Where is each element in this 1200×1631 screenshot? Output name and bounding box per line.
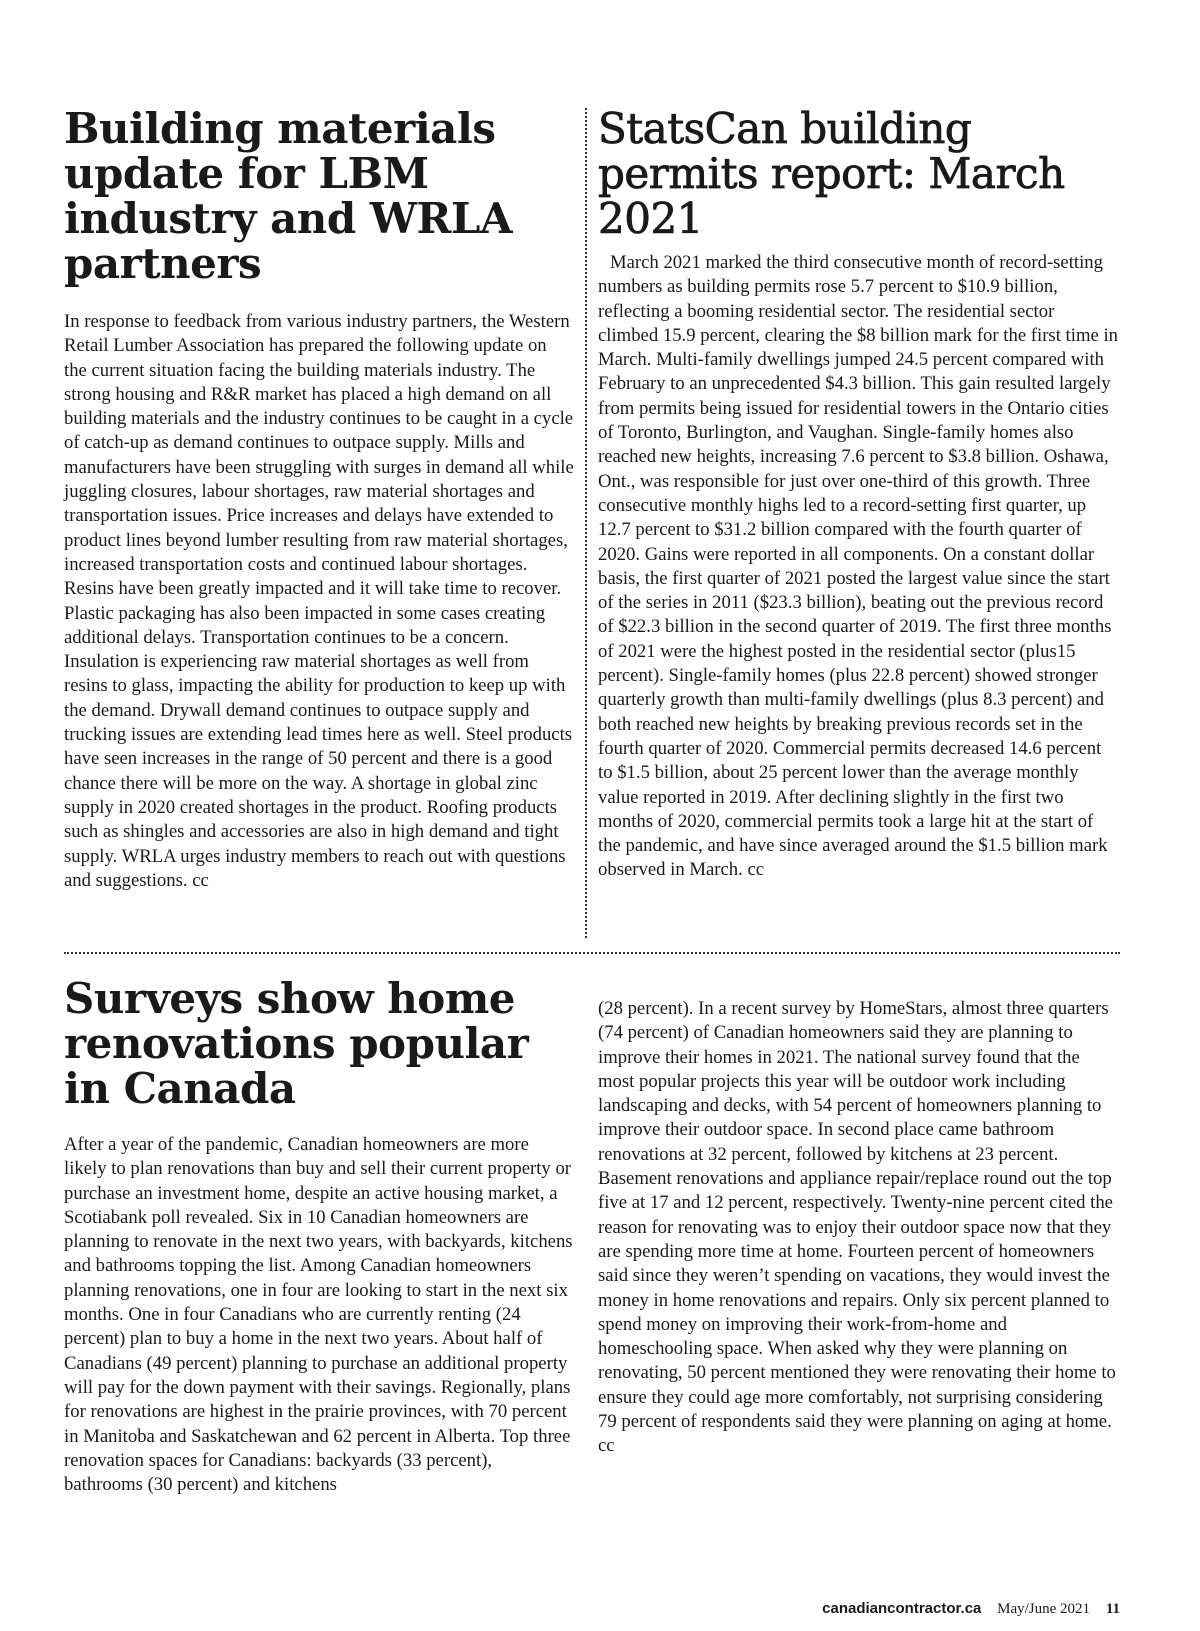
article-body-part2: (28 percent). In a recent survey by HomeStars, almost three quarters (74 percent) of Canadian homeowners said they are planning to improve their homes in 2021. The national survey found that the most popular projects this year will be outdoor work including landscaping and decks, with 54 percent of homeowners planning to improve their outdoor space. In second place came bathroom renovations at 32 percent, followed by kitchens at 23 percent. Basement renovations and appliance repair/replace round out the top five at 17 and 12 percent, respectively. Twenty-nine percent cited the reason for renovating was to enjoy their outdoor space now that they are spending more time at home. Fourteen percent of homeowners said since they weren’t spending on vacations, they would invest the money in home renovations and repairs. Only six percent planned to spend money on improving their work-from-home and homeschooling space. When asked why they were planning on renovating, 50 percent mentioned they were renovating their home to ensure they could age more comfortably, not surprising considering 79 percent of respondents said they were planning on aging at home. cc [598,998,1116,1457]
article-building-materials [64,106,574,893]
article-body-part1: After a year of the pandemic, Canadian homeowners are more likely to plan renovations than buy and sell their current property or purchase an investment home, despite an active housing market, a Scotiabank poll revealed. Six in 10 Canadian homeowners are planning to renovate in the next two years, with backyards, kitchens and bathrooms topping the list. Among Canadian homeowners planning renovations, one in four are looking to start in the next six months. One in four Canadians who are currently renting (24 percent) plan to buy a home in the next two years. About half of Canadians (49 percent) planning to purchase an additional property will pay for the down payment with their savings. Regionally, plans for renovations are highest in the prairie provinces, with 70 percent in Manitoba and Saskatchewan and 62 percent in Alberta. Top three renovation spaces for Canadians: backyards (33 percent), bathrooms (30 percent) and kitchens [64,1134,573,1496]
article-title: Building materials update for LBM industry and WRLA partners [64,104,513,288]
article-statscan-permits [598,106,1118,883]
page-footer [822,1600,1120,1618]
article-title: Surveys show home renovations popular in Canada [64,974,529,1113]
section-divider [64,952,1120,954]
page-number: 11 [1105,1601,1120,1617]
footer-site: canadiancontractor.ca [822,1600,982,1617]
article-body: In response to feedback from various industry partners, the Western Retail Lumber Association has prepared the following update on the current situation facing the building materials industry. The strong housing and R&R market has placed a high demand on all building materials and the industry continues to be caught in a cycle of catch-up as demand continues to outpace supply. Mills and manufacturers have been struggling with surges in demand all while juggling closures, labour shortages, raw material shortages and transportation issues. Price increases and delays have extended to product lines beyond lumber resulting from raw material shortages, increased transportation costs and continued labour shortages. Resins have been greatly impacted and it will take time to recover. Plastic packaging has also been impacted in some cases creating additional delays. Transportation continues to be a concern. Insulation is experiencing raw material shortages as well from resins to glass, impacting the ability for production to keep up with the demand. Drywall demand continues to outpace supply and trucking issues are extending lead times here as well. Steel products have seen increases in the range of 50 percent and there is a good chance there will be more on the way. A shortage in global zinc supply in 2020 created shortages in the product. Roofing products such as shingles and accessories are also in high demand and tight supply. WRLA urges industry members to reach out with questions and suggestions. cc [64,311,574,891]
article-title: StatsCan building permits report: March 2021 [598,104,1065,243]
article-renovations [64,976,574,1497]
footer-issue: May/June 2021 [997,1601,1091,1617]
column-divider [585,108,587,938]
article-body: March 2021 marked the third consecutive month of record-setting numbers as building permits rose 5.7 percent to $10.9 billion, reflecting a booming residential sector. The residential sector climbed 15.9 percent, clearing the $8 billion mark for the first time in March. Multi-family dwellings jumped 24.5 percent compared with February to an unprecedented $4.3 billion. This gain resulted largely from permits being issued for residential towers in the Ontario cities of Toronto, Burlington, and Vaughan. Single-family homes also reached new heights, increasing 7.6 percent to $3.8 billion. Oshawa, Ont., was responsible for just over one-third of this growth. Three consecutive monthly highs led to a record-setting first quarter, up 12.7 percent to $31.2 billion compared with the fourth quarter of 2020. Gains were reported in all components. On a constant dollar basis, the first quarter of 2021 posted the largest value since the start of the series in 2011 ($23.3 billion), beating out the previous record of $22.3 billion in the second quarter of 2019. The first three months of 2021 were the highest posted in the residential sector (plus15 percent). Single-family homes (plus 22.8 percent) showed stronger quarterly growth than multi-family dwellings (plus 8.3 percent) and both reached new heights by breaking previous records set in the fourth quarter of 2020. Commercial permits decreased 14.6 percent to $1.5 billion, about 25 percent lower than the average monthly value reported in 2019. After declining slightly in the first two months of 2020, commercial permits took a large hit at the start of the pandemic, and have since averaged around the $1.5 billion mark observed in March. cc [598,252,1118,881]
article-renovations-continued [598,997,1118,1459]
